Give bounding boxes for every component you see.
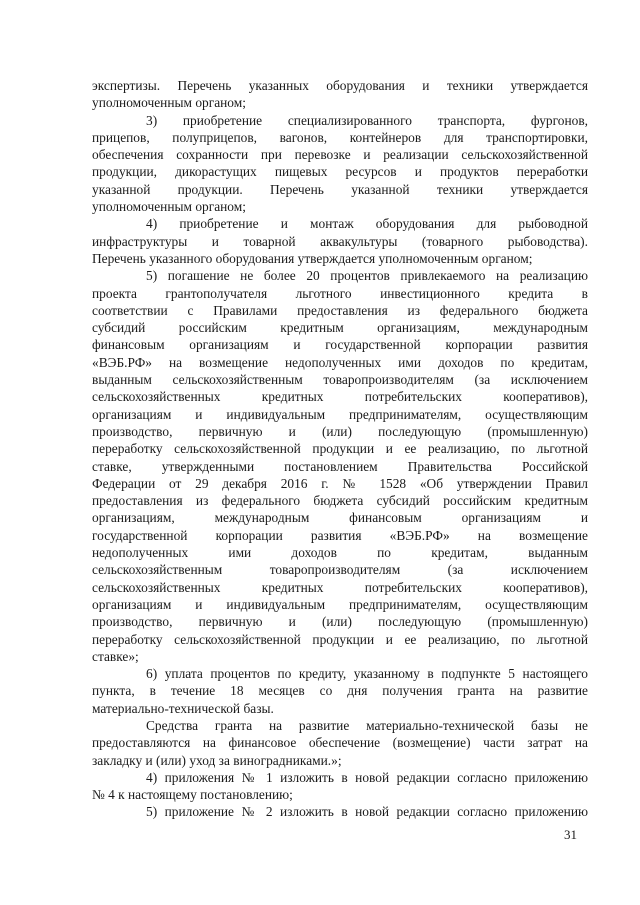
text-line: указанной продукции. Перечень указанной техники утверждается [92,181,588,197]
text-line: переработку сельскохозяйственной продукции и ее реализацию, по льготной [92,441,588,457]
text-line: 4) приобретение и монтаж оборудования для рыбоводной [146,216,588,232]
text-line: государственной корпорации развития «ВЭБ.РФ» на возмещение [92,527,588,543]
text-line: Федерации от 29 декабря 2016 г. № 1528 «Об утверждении Правил [92,475,588,491]
text-line: проекта грантополучателя льготного инвестиционного кредита в [92,285,588,301]
text-line: уполномоченным органом; [92,199,246,215]
text-line: сельскохозяйственных кредитных потребительских кооперативов), [92,389,588,405]
text-line: «ВЭБ.РФ» на возмещение недополученных ими доходов по кредитам, [92,354,588,370]
text-line: продукции, дикорастущих пищевых ресурсов и продуктов переработки [92,164,588,180]
page-number: 31 [564,827,577,842]
text-line: производство, первичную и (или) последующую (промышленную) [92,423,588,439]
document-body [92,77,588,821]
text-line: организациям, международным финансовым организациям и [92,510,588,526]
text-line: прицепов, полуприцепов, вагонов, контейнеров для транспортировки, [92,129,588,145]
text-line: материально-технической базы. [92,700,274,716]
text-line: уполномоченным органом; [92,95,246,111]
text-line: выданным сельскохозяйственным товаропроизводителям (за исключением [92,372,588,388]
text-line: организациям и индивидуальным предпринимателям, осуществляющим [92,596,588,612]
text-line: финансовым организациям и государственной корпорации развития [92,337,588,353]
text-line: экспертизы. Перечень указанных оборудования и техники утверждается [92,78,588,93]
text-line: № 4 к настоящему постановлению; [92,787,293,803]
text-line: Средства гранта на развитие материально-технической базы не [146,717,588,733]
text-line: субсидий российским кредитным организациям, международным [92,320,588,336]
text-line: производство, первичную и (или) последующую (промышленную) [92,614,588,630]
text-line: 5) приложение № 2 изложить в новой редакции согласно приложению [146,804,588,820]
text-line: переработку сельскохозяйственной продукции и ее реализацию, по льготной [92,631,588,647]
text-line: пункта, в течение 18 месяцев со дня получения гранта на развитие [92,683,588,699]
text-line: предоставляются на финансовое обеспечение (возмещение) части затрат на [92,735,588,751]
text-line: 3) приобретение специализированного транспорта, фургонов, [146,112,588,128]
text-line: инфраструктуры и товарной аквакультуры (товарного рыбоводства). [92,233,588,249]
text-line: Перечень указанного оборудования утверждается уполномоченным органом; [92,250,533,266]
text-line: соответствии с Правилами предоставления из федерального бюджета [92,302,588,318]
text-line: обеспечения сохранности при перевозке и реализации сельскохозяйственной [92,147,588,163]
text-line: сельскохозяйственным товаропроизводителям (за исключением [92,562,588,578]
text-line: сельскохозяйственных кредитных потребительских кооперативов), [92,579,588,595]
text-line: организациям и индивидуальным предпринимателям, осуществляющим [92,406,588,422]
text-line: ставке»; [92,648,139,664]
text-line: недополученных ими доходов по кредитам, выданным [92,545,588,561]
text-line: 6) уплата процентов по кредиту, указанному в подпункте 5 настоящего [146,666,588,682]
text-line: ставке, утвержденными постановлением Правительства Российской [92,458,588,474]
text-line: 4) приложения № 1 изложить в новой редакции согласно приложению [146,769,588,785]
text-line: предоставления из федерального бюджета субсидий российским кредитным [92,493,588,509]
text-line: закладку и (или) уход за виноградниками.»; [92,752,342,768]
text-line: 5) погашение не более 20 процентов привлекаемого на реализацию [146,268,588,284]
